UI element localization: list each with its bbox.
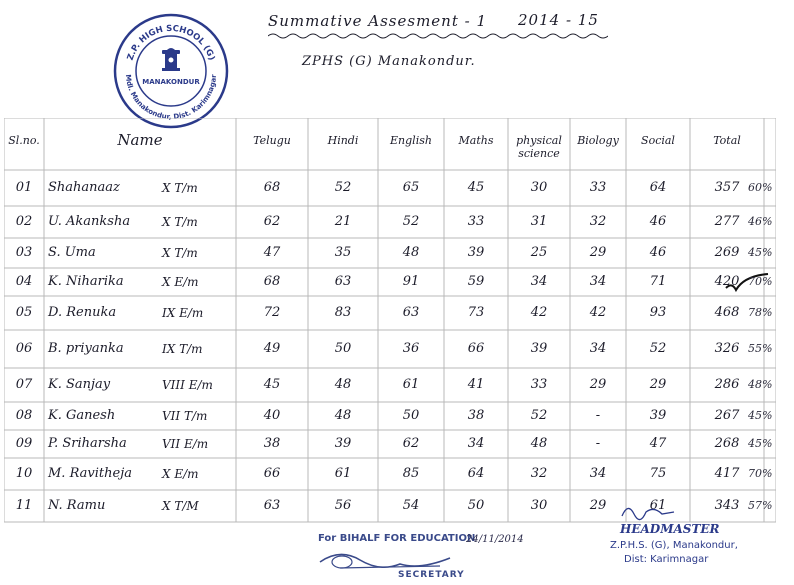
mark-hindi: 48	[334, 408, 352, 423]
seal-center-text: MANAKONDUR	[142, 78, 200, 86]
mark-total: 343	[714, 498, 740, 513]
percentage: 45%	[748, 246, 773, 259]
mark-telugu: 68	[263, 180, 281, 195]
mark-maths: 64	[467, 466, 485, 481]
column-header: Maths	[458, 134, 494, 147]
mark-maths: 59	[467, 274, 485, 289]
percentage: 46%	[748, 215, 773, 228]
mark-english: 52	[402, 214, 420, 229]
mark-total: 420	[714, 274, 740, 289]
mark-hindi: 52	[334, 180, 352, 195]
serial-number: 11	[15, 498, 33, 513]
mark-bio: 34	[589, 466, 607, 481]
mark-phys: 25	[530, 245, 548, 260]
mark-social: 93	[649, 305, 667, 320]
mark-english: 48	[402, 245, 420, 260]
emblem-icon	[162, 48, 180, 71]
serial-number: 09	[15, 436, 33, 451]
mark-hindi: 61	[334, 466, 352, 481]
mark-telugu: 68	[263, 274, 281, 289]
mark-bio: 34	[589, 274, 607, 289]
class-medium: X T/m	[162, 215, 198, 229]
mark-english: 65	[402, 180, 420, 195]
mark-total: 286	[714, 377, 740, 392]
mark-social: 47	[649, 436, 667, 451]
mark-bio: 32	[589, 214, 607, 229]
mark-maths: 66	[467, 341, 485, 356]
student-name: N. Ramu	[48, 498, 106, 513]
mark-hindi: 63	[334, 274, 352, 289]
mark-bio: -	[595, 408, 601, 423]
seal-bottom-text: Mdl. Manakondur, Dist. Karimnagar	[123, 74, 219, 122]
serial-number: 05	[15, 305, 33, 320]
secretary-label: SECRETARY	[398, 570, 465, 580]
mark-bio: 34	[589, 341, 607, 356]
column-header: Name	[117, 131, 163, 149]
mark-telugu: 40	[263, 408, 281, 423]
mark-bio: -	[595, 436, 601, 451]
secretary-signature	[300, 540, 470, 574]
mark-total: 268	[714, 436, 740, 451]
mark-english: 36	[402, 341, 420, 356]
mark-telugu: 72	[263, 305, 281, 320]
mark-phys: 52	[530, 408, 548, 423]
student-name: U. Akanksha	[48, 214, 131, 229]
class-medium: X E/m	[162, 467, 199, 481]
student-name: D. Renuka	[48, 305, 117, 320]
mark-hindi: 56	[334, 498, 352, 513]
mark-phys: 33	[530, 377, 548, 392]
mark-hindi: 83	[334, 305, 352, 320]
mark-total: 326	[714, 341, 740, 356]
mark-phys: 34	[530, 274, 548, 289]
mark-social: 52	[649, 341, 667, 356]
mark-social: 61	[649, 498, 667, 513]
percentage: 45%	[748, 409, 773, 422]
mark-total: 277	[714, 214, 740, 229]
student-name: K. Sanjay	[48, 377, 111, 392]
class-medium: IX E/m	[162, 306, 204, 320]
percentage: 60%	[748, 181, 773, 194]
class-medium: X T/m	[162, 181, 198, 195]
mark-bio: 33	[589, 180, 607, 195]
mark-social: 39	[649, 408, 667, 423]
student-name: P. Sriharsha	[48, 436, 127, 451]
percentage: 78%	[748, 306, 773, 319]
mark-english: 54	[402, 498, 420, 513]
mark-phys: 30	[530, 180, 548, 195]
headmaster-school: Z.P.H.S. (G), Manakondur,	[610, 540, 738, 551]
mark-english: 63	[402, 305, 420, 320]
mark-telugu: 47	[263, 245, 281, 260]
mark-hindi: 50	[334, 341, 352, 356]
student-name: Shahanaaz	[48, 180, 120, 195]
student-name: B. priyanka	[48, 341, 124, 356]
title-underline	[268, 32, 608, 40]
mark-english: 62	[402, 436, 420, 451]
column-header: Hindi	[327, 134, 359, 147]
percentage: 70%	[748, 467, 773, 480]
mark-bio: 42	[589, 305, 607, 320]
class-medium: X T/m	[162, 246, 198, 260]
column-header: physical science	[516, 134, 562, 160]
class-medium: X T/M	[162, 499, 199, 513]
mark-bio: 29	[589, 498, 607, 513]
mark-phys: 39	[530, 341, 548, 356]
signature-date: 24/11/2014	[466, 534, 524, 545]
student-name: S. Uma	[48, 245, 96, 260]
mark-phys: 48	[530, 436, 548, 451]
class-medium: IX T/m	[162, 342, 203, 356]
school-name: ZPHS (G) Manakondur.	[302, 54, 476, 69]
mark-english: 50	[402, 408, 420, 423]
mark-maths: 45	[467, 180, 485, 195]
percentage: 45%	[748, 437, 773, 450]
serial-number: 07	[15, 377, 33, 392]
percentage: 55%	[748, 342, 773, 355]
seal-top-text: Z.P. HIGH SCHOOL (G)	[125, 23, 217, 62]
mark-maths: 33	[467, 214, 485, 229]
serial-number: 03	[15, 245, 33, 260]
mark-phys: 32	[530, 466, 548, 481]
mark-hindi: 35	[334, 245, 352, 260]
mark-telugu: 66	[263, 466, 281, 481]
serial-number: 04	[15, 274, 33, 289]
mark-bio: 29	[589, 377, 607, 392]
mark-maths: 39	[467, 245, 485, 260]
class-medium: VII E/m	[162, 437, 209, 451]
mark-english: 91	[402, 274, 420, 289]
headmaster-district: Dist: Karimnagar	[624, 554, 709, 565]
mark-bio: 29	[589, 245, 607, 260]
headmaster-title: HEADMASTER	[620, 522, 720, 536]
column-header: Biology	[577, 134, 619, 147]
marks-table	[4, 118, 776, 528]
mark-phys: 42	[530, 305, 548, 320]
mark-social: 64	[649, 180, 667, 195]
serial-number: 10	[15, 466, 33, 481]
mark-maths: 38	[467, 408, 485, 423]
mark-total: 417	[714, 466, 740, 481]
class-medium: VII T/m	[162, 409, 208, 423]
mark-hindi: 48	[334, 377, 352, 392]
mark-telugu: 49	[263, 341, 281, 356]
serial-number: 02	[15, 214, 33, 229]
column-header: English	[390, 134, 432, 147]
mark-english: 61	[402, 377, 420, 392]
school-seal	[112, 12, 230, 130]
mark-maths: 50	[467, 498, 485, 513]
academic-year: 2014 - 15	[518, 11, 599, 29]
mark-social: 46	[649, 245, 667, 260]
mark-phys: 31	[530, 214, 548, 229]
percentage: 57%	[748, 499, 773, 512]
mark-maths: 73	[467, 305, 485, 320]
behalf-stamp-text: For BIHALF FOR EDUCATION	[318, 533, 476, 544]
serial-number: 08	[15, 408, 33, 423]
mark-english: 85	[402, 466, 420, 481]
serial-number: 06	[15, 341, 33, 356]
mark-total: 267	[714, 408, 740, 423]
serial-number: 01	[15, 180, 33, 195]
document-title: Summative Assesment - 1	[268, 12, 488, 30]
class-medium: X E/m	[162, 275, 199, 289]
mark-social: 75	[649, 466, 667, 481]
percentage: 70%	[748, 275, 773, 288]
percentage: 48%	[748, 378, 773, 391]
class-medium: VIII E/m	[162, 378, 213, 392]
column-header: Sl.no.	[8, 134, 40, 147]
mark-total: 357	[714, 180, 740, 195]
student-name: K. Ganesh	[48, 408, 116, 423]
mark-phys: 30	[530, 498, 548, 513]
mark-maths: 41	[467, 377, 485, 392]
mark-total: 468	[714, 305, 740, 320]
mark-telugu: 62	[263, 214, 281, 229]
mark-social: 71	[649, 274, 667, 289]
mark-total: 269	[714, 245, 740, 260]
mark-maths: 34	[467, 436, 485, 451]
mark-telugu: 38	[263, 436, 281, 451]
column-header: Social	[641, 134, 675, 147]
column-header: Total	[713, 134, 741, 147]
column-header: Telugu	[253, 134, 291, 147]
student-name: M. Ravitheja	[48, 466, 132, 481]
mark-telugu: 63	[263, 498, 281, 513]
mark-hindi: 39	[334, 436, 352, 451]
headmaster-signature	[618, 500, 678, 522]
mark-social: 46	[649, 214, 667, 229]
student-name: K. Niharika	[48, 274, 124, 289]
mark-hindi: 21	[334, 214, 352, 229]
mark-social: 29	[649, 377, 667, 392]
mark-telugu: 45	[263, 377, 281, 392]
